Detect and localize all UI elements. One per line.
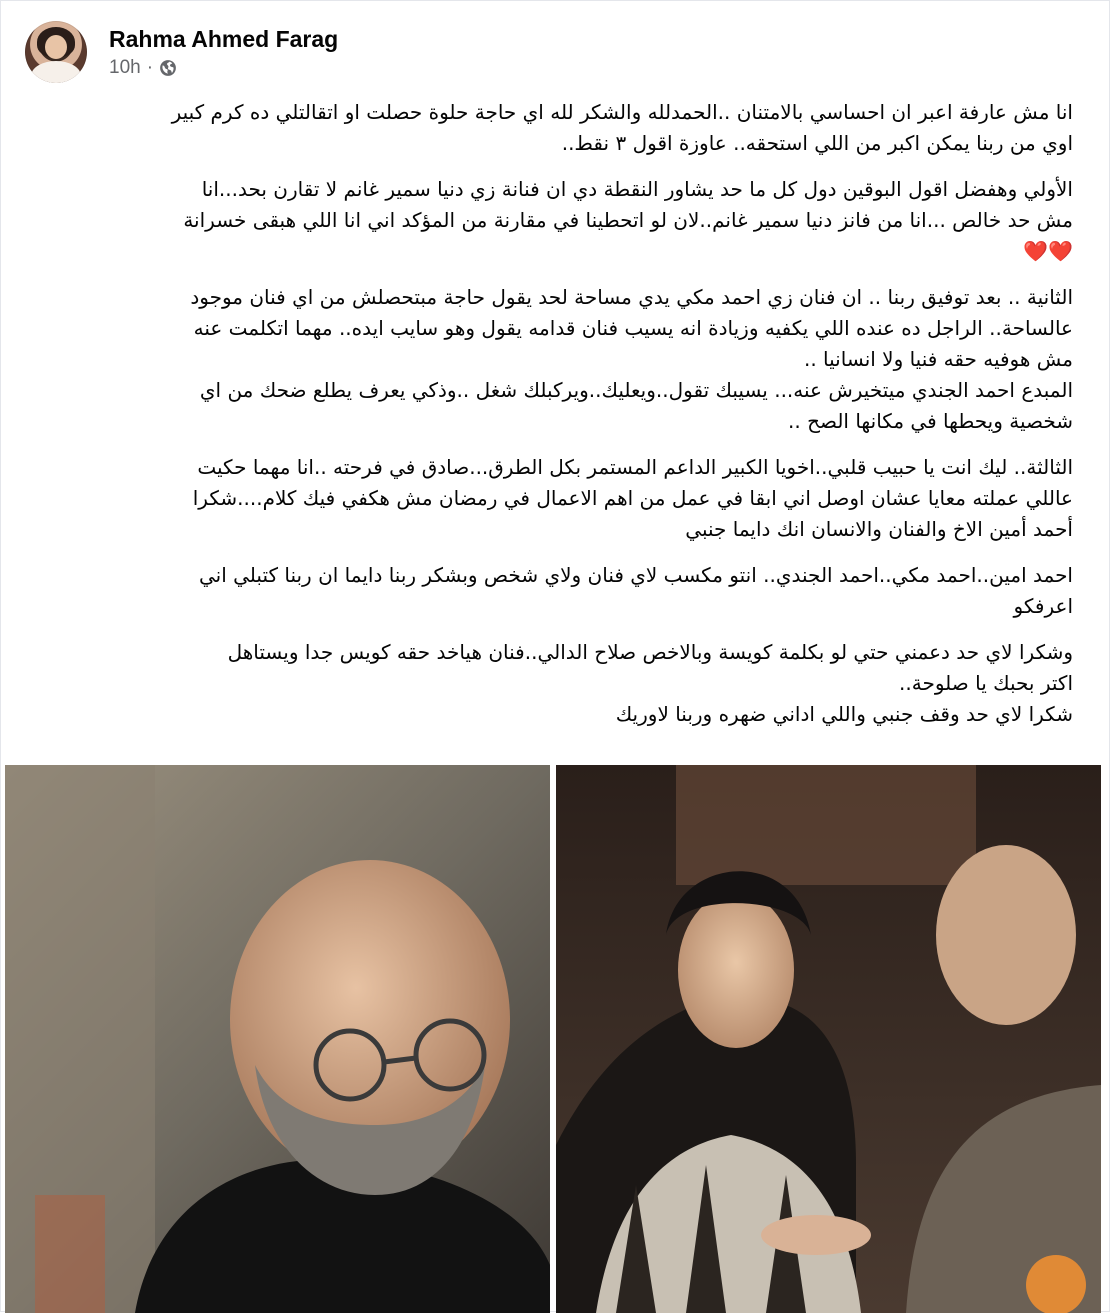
photo-man-glasses-image bbox=[5, 765, 550, 1313]
post-time[interactable]: 10h bbox=[109, 57, 141, 78]
paragraph-5 bbox=[29, 560, 1073, 622]
text-line: المبدع احمد الجندي ميتخيرش عنه... يسيبك تقول..ويعليك..ويركبلك شغل ..وذكي يعرف يطلع ضحك من اي bbox=[199, 378, 1073, 402]
photo-woman-scene-image bbox=[556, 765, 1101, 1313]
hearts-emoji: ❤️❤️ bbox=[1023, 239, 1073, 263]
paragraph-6 bbox=[29, 637, 1073, 730]
photo-grid bbox=[5, 765, 1101, 1313]
text-line: انا مش عارفة اعبر ان احساسي بالامتنان ..الحمدلله والشكر لله اي حاجة حلوة حصلت او اتقالتلي ده كرم كبير bbox=[171, 100, 1073, 124]
avatar-face bbox=[45, 35, 67, 59]
text-line: اوي من ربنا يمكن اكبر من اللي استحقه.. عاوزة اقول ٣ نقط.. bbox=[561, 131, 1073, 155]
paragraph-3 bbox=[29, 282, 1073, 437]
text-line: عالساحة.. الراجل ده عنده اللي يكفيه وزيادة انه يسيب فنان قدامه يقول وهو سايب ايده.. مهما اتكلمت عنه bbox=[193, 316, 1073, 340]
text-line: مش هوفيه حقه فنيا ولا انسانيا .. bbox=[803, 347, 1073, 371]
author-name[interactable]: Rahma Ahmed Farag bbox=[109, 26, 339, 52]
text-line: الثالثة.. ليك انت يا حبيب قلبي..اخويا الكبير الداعم المستمر بكل الطرق...صادق في فرحته ..انا مهما حكيت bbox=[197, 455, 1073, 479]
text-line: الثانية .. بعد توفيق ربنا .. ان فنان زي احمد مكي يدي مساحة لحد يقول حاجة مبتحصلش من اي فنان موجود bbox=[190, 285, 1073, 309]
avatar-shoulders bbox=[31, 61, 81, 83]
text-line: مش حد خالص ...انا من فانز دنيا سمير غانم..لان لو اتحطينا في مقارنة من المؤكد اني انا اللي هبقى خسرانة bbox=[183, 208, 1073, 232]
photo-woman-scene[interactable] bbox=[556, 765, 1101, 1313]
photo-man-glasses[interactable] bbox=[5, 765, 550, 1313]
text-line: شكرا لاي حد وقف جنبي واللي اداني ضهره وربنا لاوريك bbox=[615, 702, 1073, 726]
paragraph-2 bbox=[29, 174, 1073, 267]
text-line: اكتر بحبك يا صلوحة.. bbox=[899, 671, 1073, 695]
paragraph-1 bbox=[29, 97, 1073, 159]
text-line: اعرفكو bbox=[1013, 594, 1073, 618]
post-header bbox=[25, 19, 338, 85]
globe-icon[interactable] bbox=[159, 59, 177, 77]
meta-separator: · bbox=[146, 57, 154, 78]
text-line: شخصية ويحطها في مكانها الصح .. bbox=[788, 409, 1073, 433]
text-line: أحمد أمين الاخ والفنان والانسان انك دايما جنبي bbox=[685, 517, 1073, 541]
post-meta bbox=[109, 57, 338, 79]
author-avatar[interactable] bbox=[25, 21, 87, 83]
text-line: عاللي عملته معايا عشان اوصل اني ابقا في عمل من اهم الاعمال في رمضان مش هكفي فيك كلام....شكرا bbox=[192, 486, 1073, 510]
header-text bbox=[109, 25, 338, 79]
text-line: احمد امين..احمد مكي..احمد الجندي.. انتو مكسب لاي فنان ولاي شخص وبشكر ربنا دايما ان ربنا كتبلي اني bbox=[198, 563, 1073, 587]
paragraph-4 bbox=[29, 452, 1073, 545]
text-line: الأولي وهفضل اقول البوقين دول كل ما حد يشاور النقطة دي ان فنانة زي دنيا سمير غانم لا تقارن بحد...انا bbox=[201, 177, 1073, 201]
text-line: وشكرا لاي حد دعمني حتي لو بكلمة كويسة وبالاخص صلاح الدالي..فنان هياخد حقه كويس جدا ويستاهل bbox=[227, 640, 1073, 664]
post-text bbox=[29, 97, 1073, 745]
